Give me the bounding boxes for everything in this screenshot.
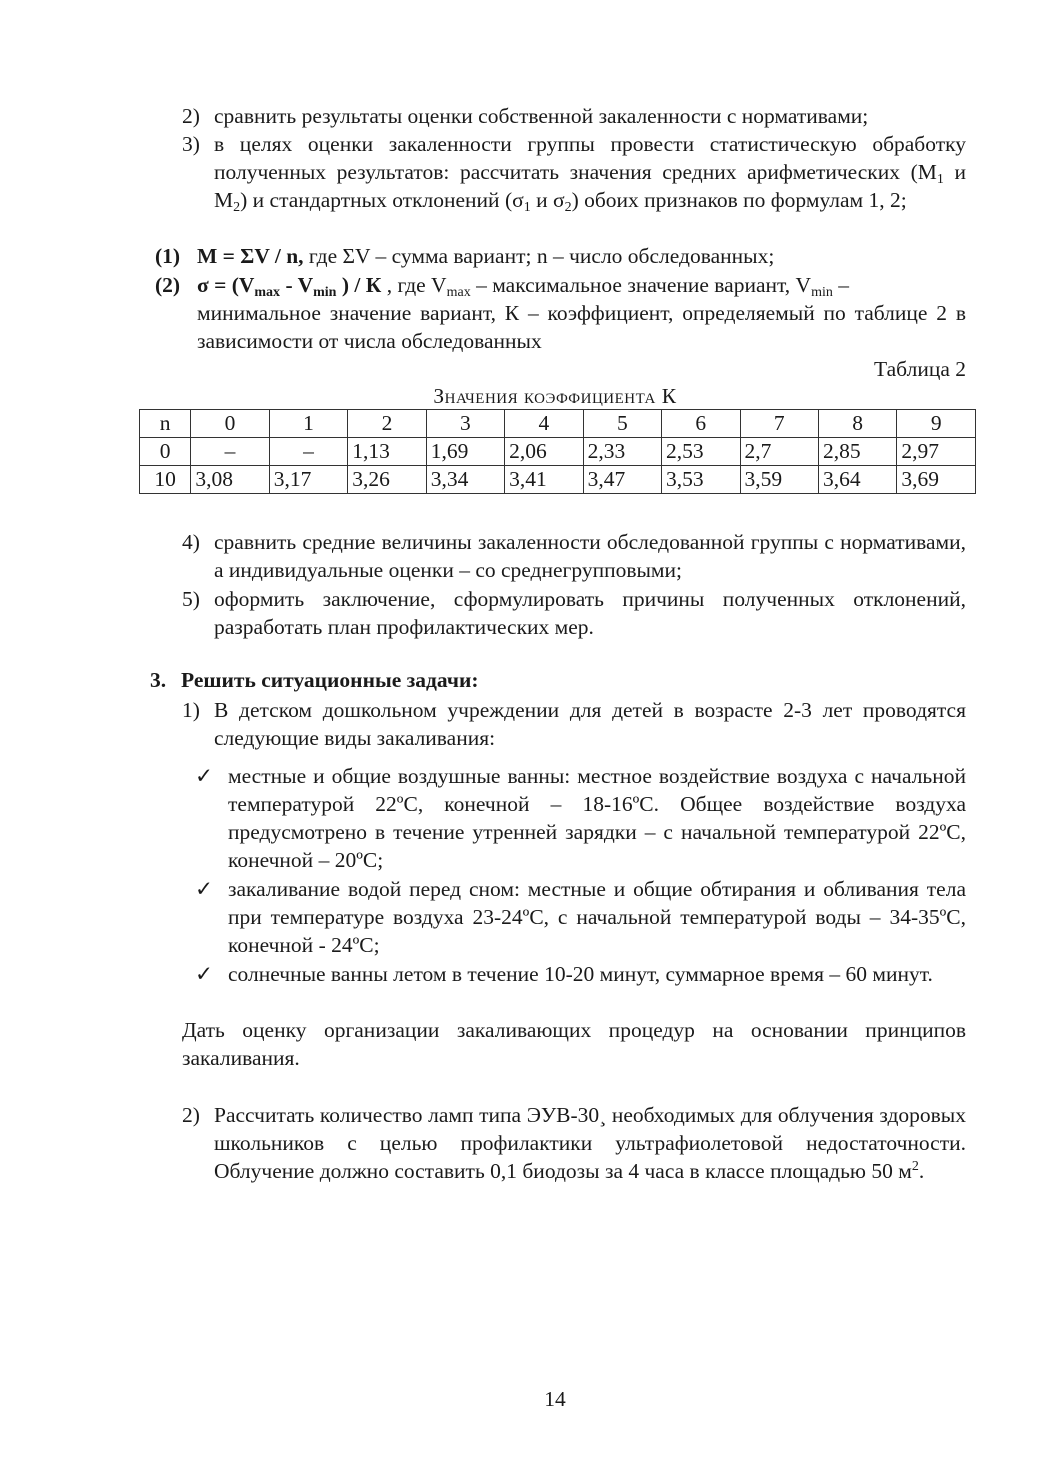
table-cell: 2,53 [662, 438, 740, 466]
checklist-text: солнечные ванны летом в течение 10-20 минут, суммарное время – 60 минут. [228, 962, 933, 986]
text-segment: – [832, 273, 849, 297]
table-cell: 3,53 [662, 466, 740, 494]
list-item-number: 3) [182, 132, 200, 156]
task-number: 2) [182, 1103, 200, 1127]
text-segment: σ = (V [197, 273, 255, 297]
list-item-2 [182, 102, 966, 130]
text-segment: , где V [381, 273, 447, 297]
text-segment: ) и стандартных отклонений (σ [240, 188, 524, 212]
formula-expression: М = ΣV / n, [197, 244, 304, 268]
text-segment: ) / К [336, 273, 382, 297]
checklist-item [195, 960, 966, 988]
table-row [140, 466, 976, 494]
task-text: В детском дошкольном учреждении для детей в возрасте 2-3 лет проводятся следующие виды закаливания: [214, 698, 966, 750]
page-number: 14 [544, 1387, 566, 1411]
formula-text [155, 242, 966, 270]
table-cell: 10 [140, 466, 191, 494]
list-item-5 [182, 585, 966, 641]
text-segment: Рассчитать количество ламп типа ЭУВ-30¸ необходимых для облучения здоровых школьников с целью профилактики ультрафиолетовой недостаточности. Облучение должно составить 0,1 биодозы за 4 часа в классе площадью 50 м [214, 1103, 966, 1183]
checklist-item [195, 762, 966, 874]
section-title: Решить ситуационные задачи: [181, 668, 479, 692]
table-cell: 3,08 [191, 466, 269, 494]
table-cell: 3,69 [897, 466, 976, 494]
text-segment: ) обоих признаков по формулам 1, 2; [571, 188, 907, 212]
subscript: max [254, 285, 281, 300]
table-cell: 8 [818, 410, 896, 438]
list-item-3 [182, 130, 966, 214]
table-cell: 3,34 [426, 466, 504, 494]
table-cell: 1 [269, 410, 347, 438]
table-cell: 3,64 [818, 466, 896, 494]
formula-number: (2) [155, 273, 181, 297]
task-number: 1) [182, 698, 200, 722]
table-title: Значения коэффициента К [433, 384, 677, 408]
list-item-text: оформить заключение, сформулировать причины полученных отклонений, разработать план профилактических мер. [214, 587, 966, 639]
checkmark-icon: ✓ [195, 877, 214, 901]
formula-1 [155, 242, 966, 270]
table-cell: 3,47 [583, 466, 661, 494]
task-1 [182, 696, 966, 752]
text-segment: в целях оценки закаленности группы провести статистическую обработку полученных результатов: рассчитать значения средних арифметических (М [214, 132, 966, 184]
task-text [182, 1101, 966, 1185]
section-number: 3. [150, 668, 167, 692]
table-label: Таблица 2 [874, 357, 966, 381]
superscript: 2 [911, 1159, 919, 1174]
table-cell: 3,17 [269, 466, 347, 494]
task-conclusion: Дать оценку организации закаливающих процедур на основании принципов закаливания. [182, 1018, 966, 1070]
text-segment: и σ [530, 188, 565, 212]
table-row [140, 438, 976, 466]
list-item-text: сравнить результаты оценки собственной закаленности с нормативами; [214, 104, 869, 128]
subscript: 1 [936, 172, 944, 187]
subscript: max [446, 285, 471, 300]
section-heading [150, 666, 479, 694]
list-item-4 [182, 528, 966, 584]
task-2 [182, 1101, 966, 1185]
table-cell: – [191, 438, 269, 466]
table-cell: 3,59 [740, 466, 818, 494]
table-cell: 1,69 [426, 438, 504, 466]
table-cell: 3,26 [348, 466, 426, 494]
text-segment: и М [214, 160, 966, 212]
table-cell: 9 [897, 410, 976, 438]
formula-continuation: минимальное значение вариант, К – коэффициент, определяемый по таблице 2 в зависимости от числа обследованных [197, 301, 966, 353]
checklist-text: закаливание водой перед сном: местные и общие обтирания и обливания тела при температуре воздуха 23-24ºС, с начальной температурой воды – 34-35ºС, конечной - 24ºС; [228, 877, 966, 957]
formula-number: (1) [155, 244, 181, 268]
table-cell: 2 [348, 410, 426, 438]
list-item-number: 5) [182, 587, 200, 611]
subscript: min [811, 285, 833, 300]
table-cell: 0 [191, 410, 269, 438]
table-cell: 7 [740, 410, 818, 438]
text-segment: - V [280, 273, 314, 297]
table-cell: 1,13 [348, 438, 426, 466]
checklist-item [195, 875, 966, 959]
subscript: 2 [564, 200, 572, 215]
coefficient-table [139, 409, 976, 494]
table-cell: 6 [662, 410, 740, 438]
checklist-text: местные и общие воздушные ванны: местное воздействие воздуха с начальной температурой 22ºС, конечной – 18-16ºС. Общее воздействие воздуха предусмотрено в течение утренней зарядки – с начальной температурой 22ºС, конечной – 20ºС; [228, 764, 966, 872]
table-cell: 2,06 [505, 438, 583, 466]
table-cell: 4 [505, 410, 583, 438]
table-cell: 3 [426, 410, 504, 438]
list-item-number: 4) [182, 530, 200, 554]
checkmark-icon: ✓ [195, 962, 214, 986]
table-cell: 2,7 [740, 438, 818, 466]
subscript: 1 [523, 200, 531, 215]
table-cell: 3,41 [505, 466, 583, 494]
checkmark-icon: ✓ [195, 764, 214, 788]
text-segment: . [918, 1159, 925, 1183]
table-cell: 2,97 [897, 438, 976, 466]
table-cell: n [140, 410, 191, 438]
formula-expression [197, 273, 382, 300]
subscript: 2 [233, 200, 241, 215]
list-item-text: сравнить средние величины закаленности обследованной группы с нормативами, а индивидуальные оценки – со среднегрупповыми; [214, 530, 966, 582]
table-cell: 5 [583, 410, 661, 438]
table-header-row [140, 410, 976, 438]
table-cell: – [269, 438, 347, 466]
text-segment: – максимальное значение вариант, V [470, 273, 812, 297]
table-cell: 2,85 [818, 438, 896, 466]
table-cell: 0 [140, 438, 191, 466]
subscript: min [313, 285, 337, 300]
table-cell: 2,33 [583, 438, 661, 466]
list-item-text [182, 130, 966, 214]
formula-explanation: где ΣV – сумма вариант; n – число обследованных; [303, 244, 775, 268]
formula-text [155, 271, 966, 299]
formula-2 [155, 271, 966, 355]
list-item-number: 2) [182, 104, 200, 128]
